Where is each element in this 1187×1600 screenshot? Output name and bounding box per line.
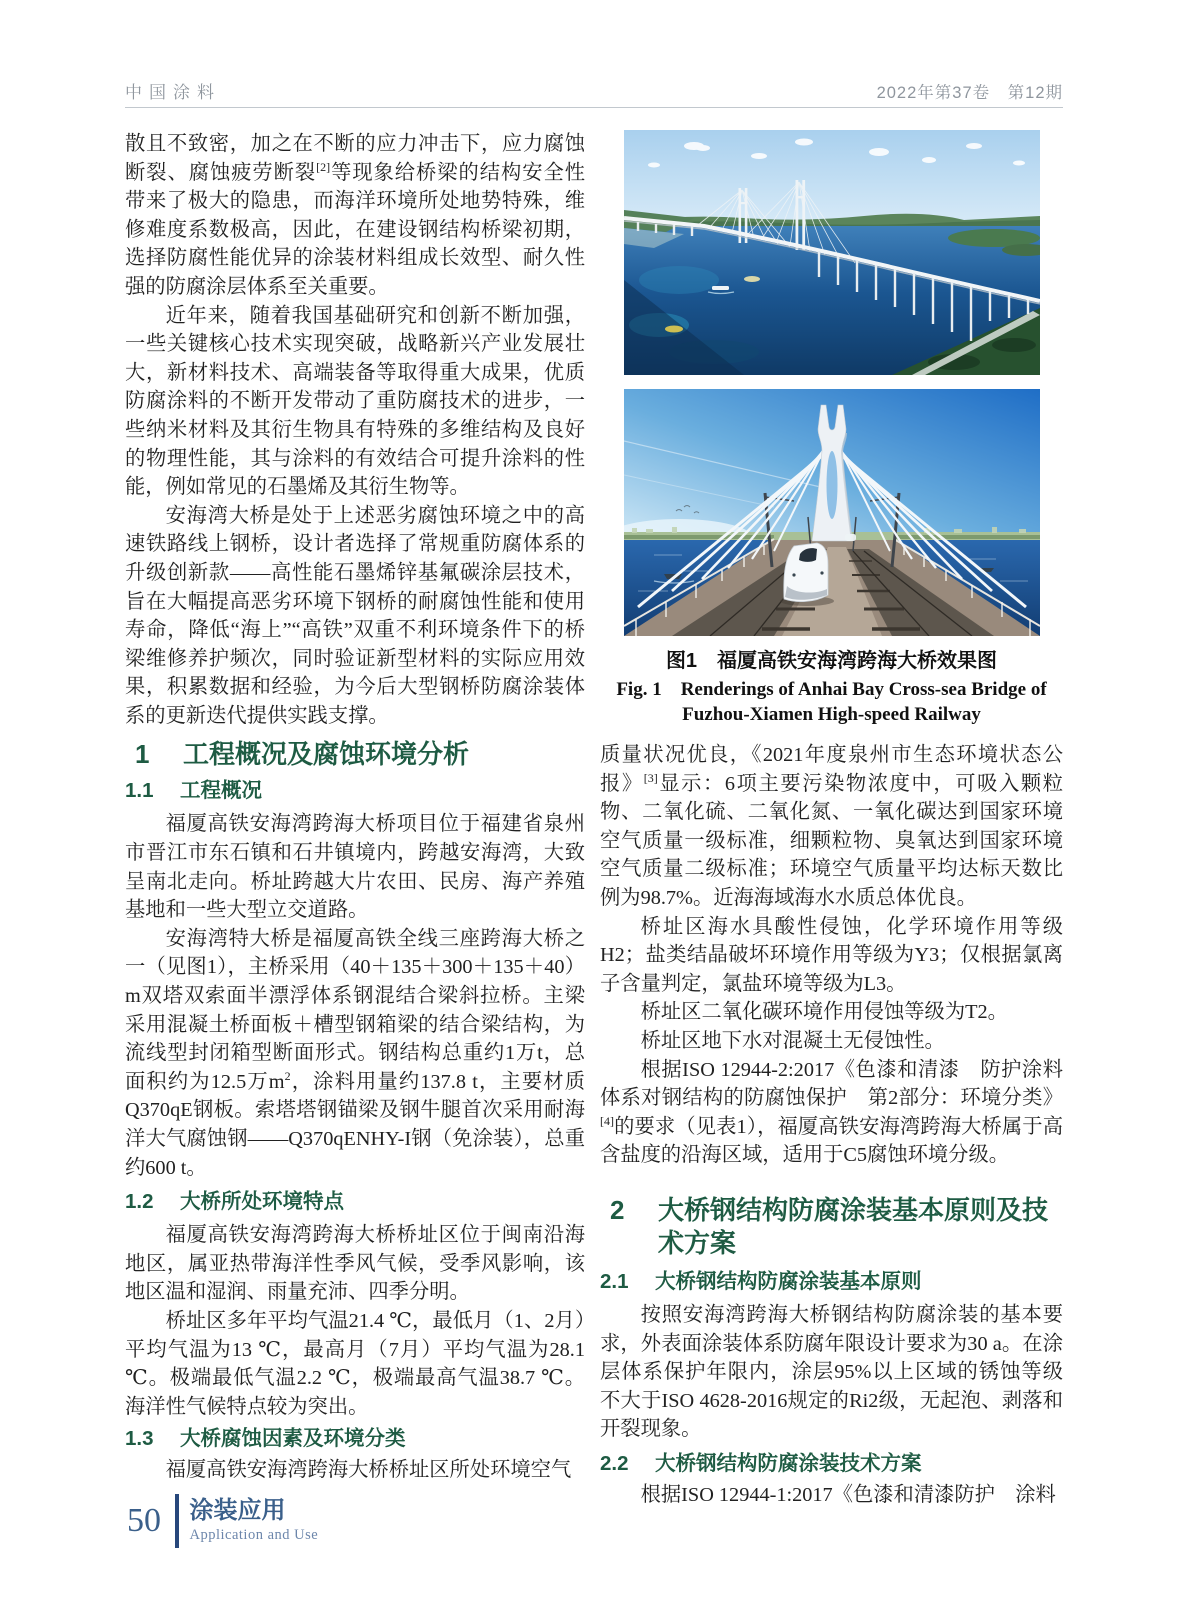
- paragraph-text: 散且不致密，加之在不断的应力冲击下，应力腐蚀断裂、腐蚀疲劳断裂: [125, 133, 585, 184]
- subsection-title: 大桥所处环境特点: [180, 1190, 344, 1214]
- section-title: 工程概况及腐蚀环境分析: [183, 739, 470, 770]
- body-paragraph-12: 桥址区地下水对混凝土无侵蚀性。: [640, 1029, 945, 1052]
- body-paragraph-14: 按照安海湾跨海大桥钢结构防腐涂装的基本要求，外表面涂装体系防腐年限设计要求为30 a。在涂层体系保护年限内，涂层95%以上区域的锈蚀等级不大于ISO 4628-2016规定的Ri2级，无起泡、剥落和开裂现象。: [600, 1303, 1063, 1441]
- column-name-en: Application and Use: [189, 1527, 319, 1543]
- subsection-title: 工程概况: [180, 779, 262, 803]
- subsection-number: 1.1: [125, 779, 154, 803]
- paragraph-text: 安海湾特大桥是福厦高铁全线三座跨海大桥之一（见图1），主桥采用（40＋135＋300＋135＋40）m双塔双索面半漂浮体系钢混结合梁斜拉桥。主梁采用混凝土桥面板＋槽型钢箱梁的结合梁结构，为流线型封闭箱型断面形式。钢结构总重约1万t，总面积约为12.5万m: [125, 927, 585, 1093]
- body-paragraph-8: 福厦高铁安海湾跨海大桥桥址区所处环境空气: [165, 1459, 572, 1482]
- body-paragraph-7: 桥址区多年平均气温21.4 ℃，最低月（1、2月）平均气温为13 ℃，最高月（7月）平均气温为28.1 ℃。极端最低气温2.2 ℃，极端最高气温38.7 ℃。海洋性气候特点较为突出。: [125, 1309, 585, 1418]
- paragraph-text: 质量状况优良，《2021年度泉州市生态环境状态公报》: [600, 744, 1063, 795]
- body-paragraph-10: 桥址区海水具酸性侵蚀，化学环境作用等级H2；盐类结晶破坏环境作用等级为Y3；仅根据氯离子含量判定，氯盐环境等级为L3。: [600, 915, 1063, 995]
- section-2-2-heading: [600, 1450, 1063, 1477]
- body-paragraph-13: [600, 1056, 1063, 1170]
- paragraph-text: 根据ISO 12944-2:2017《色漆和清漆 防护涂料体系对钢结构的防腐蚀保护 第2部分：环境分类》: [600, 1058, 1063, 1110]
- body-paragraph-1: [125, 130, 585, 302]
- paragraph-text: 的要求（见表1），福厦高铁安海湾跨海大桥属于高含盐度的沿海区域，适用于C5腐蚀环境分级。: [600, 1115, 1063, 1167]
- body-paragraph-9: [600, 741, 1063, 913]
- subsection-title: 大桥腐蚀因素及环境分类: [180, 1427, 406, 1451]
- figure1-pylon-train-image: [624, 389, 1040, 636]
- section-1-2-heading: [125, 1188, 585, 1215]
- body-paragraph-6: 福厦高铁安海湾跨海大桥桥址区位于闽南沿海地区，属亚热带海洋性季风气候，受季风影响，该地区温和湿润、雨量充沛、四季分明。: [125, 1224, 585, 1304]
- figure1-caption-en-line1: Fig. 1 Renderings of Anhai Bay Cross-sea Bridge of: [616, 679, 1047, 700]
- figure1-caption-zh: 图1 福厦高铁安海湾跨海大桥效果图: [665, 650, 998, 672]
- paragraph-text: 显示：6项主要污染物浓度中，可吸入颗粒物、二氧化硫、二氧化氮、一氧化碳达到国家环境空气质量一级标准，细颗粒物、臭氧达到国家环境空气质量二级标准；环境空气质量平均达标天数比例为98.7%。近海海域海水水质总体优良。: [600, 772, 1063, 909]
- section-number: 2: [610, 1194, 625, 1225]
- body-paragraph-5: [125, 925, 585, 1182]
- page-header: [125, 78, 1063, 103]
- section-2-heading: [600, 1194, 1063, 1260]
- section-1-1-heading: [125, 777, 585, 804]
- superscript-square: 2: [284, 1069, 291, 1084]
- left-column: [125, 130, 585, 1485]
- figure1-caption-en: [600, 677, 1063, 727]
- section-1-3-heading: [125, 1425, 585, 1452]
- subsection-number: 1.2: [125, 1190, 154, 1214]
- section-title: 大桥钢结构防腐涂装基本原则及技术方案: [658, 1194, 1049, 1258]
- right-column: [600, 130, 1063, 1509]
- journal-name: 中国涂料: [125, 83, 221, 102]
- paragraph-text: ，涂料用量约137.8 t，主要材质Q370qE钢板。索塔塔钢锚梁及钢牛腿首次采用耐海洋大气腐蚀钢——Q370qENHY-I钢（免涂装），总重约600 t。: [125, 1070, 585, 1179]
- body-paragraph-3: 安海湾大桥是处于上述恶劣腐蚀环境之中的高速铁路线上钢桥，设计者选择了常规重防腐体系的升级创新款——高性能石墨烯锌基氟碳涂层技术，旨在大幅提高恶劣环境下钢桥的耐腐蚀性能和使用寿命，降低“海上”“高铁”双重不利环境条件下的桥梁维修养护频次，同时验证新型材料的实际应用效果，积累数据和经验，为今后大型钢桥防腐涂装体系的更新迭代提供实践支撑。: [125, 504, 585, 727]
- subsection-number: 2.1: [600, 1269, 629, 1293]
- page-footer: [127, 1494, 318, 1548]
- footer-column-names: [190, 1497, 319, 1545]
- figure1-caption-en-line2: Fuzhou-Xiamen High-speed Railway: [682, 704, 981, 725]
- reference-marker-2: [2]: [316, 159, 331, 174]
- header-divider: [125, 107, 1063, 108]
- paragraph-text: 等现象给桥梁的结构安全性带来了极大的隐患，而海洋环境所处地势特殊，维修难度系数极高，因此，在建设钢结构桥梁初期，选择防腐性能优异的涂装材料组成长效型、耐久性强的防腐涂层体系至关重要。: [125, 161, 585, 298]
- figure1-aerial-bridge-image: [624, 130, 1040, 375]
- subsection-title: 大桥钢结构防腐涂装基本原则: [655, 1269, 922, 1293]
- subsection-title: 大桥钢结构防腐涂装技术方案: [655, 1451, 922, 1475]
- reference-marker-4: [4]: [600, 1113, 614, 1128]
- subsection-number: 1.3: [125, 1427, 154, 1451]
- page-number: 50: [127, 1502, 161, 1539]
- body-paragraph-15: 根据ISO 12944-1:2017《色漆和清漆防护 涂料: [640, 1483, 1056, 1506]
- issue-info: 2022年第37卷 第12期: [876, 84, 1063, 102]
- subsection-number: 2.2: [600, 1451, 629, 1475]
- body-paragraph-2: 近年来，随着我国基础研究和创新不断加强，一些关键核心技术实现突破，战略新兴产业发展壮大，新材料技术、高端装备等取得重大成果，优质防腐涂料的不断开发带动了重防腐技术的进步，一些纳米材料及其衍生物具有特殊的多维结构及良好的物理性能，其与涂料的有效结合可提升涂料的性能，例如常见的石墨烯及其衍生物等。: [125, 304, 585, 499]
- body-paragraph-11: 桥址区二氧化碳环境作用侵蚀等级为T2。: [640, 1001, 1008, 1024]
- footer-divider-bar: [175, 1494, 179, 1548]
- section-1-heading: [125, 738, 585, 771]
- body-paragraph-4: 福厦高铁安海湾跨海大桥项目位于福建省泉州市晋江市东石镇和石井镇境内，跨越安海湾，大致呈南北走向。桥址跨越大片农田、民房、海产养殖基地和一些大型立交道路。: [125, 813, 585, 922]
- reference-marker-3: [3]: [643, 770, 658, 785]
- section-number: 1: [135, 739, 150, 770]
- section-2-1-heading: [600, 1268, 1063, 1295]
- column-name-zh: 涂装应用: [189, 1497, 286, 1524]
